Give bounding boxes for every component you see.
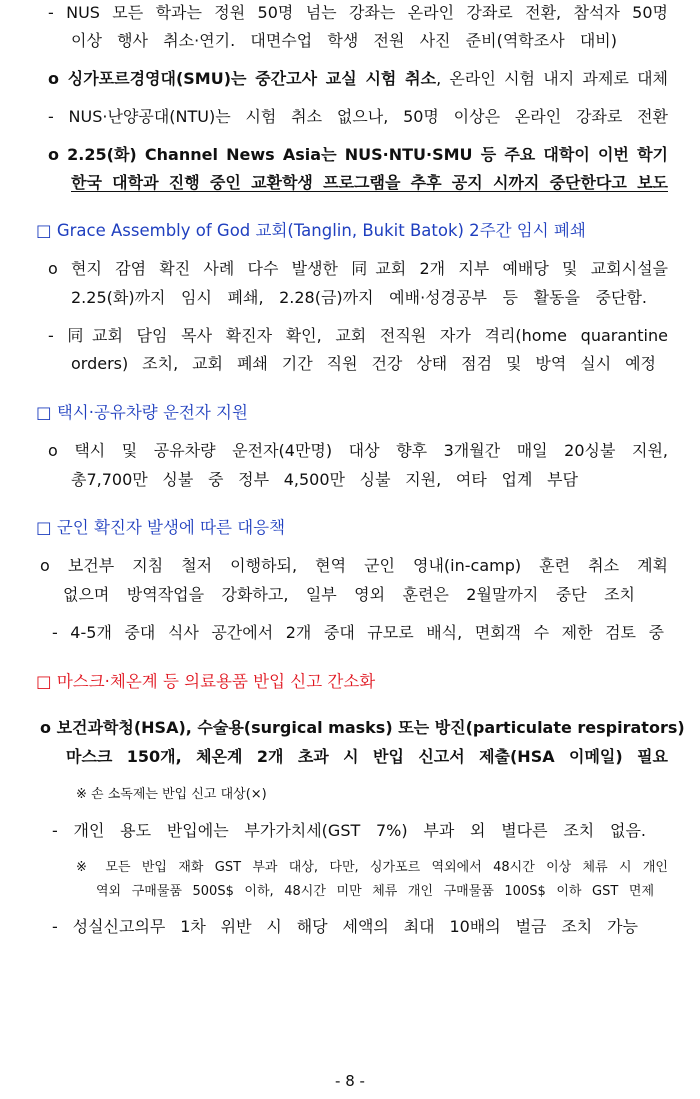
dash-item-line: - 4-5개 중대 식사 공간에서 2개 중대 규모로 배식, 면회객 수 제한 검토 중	[52, 623, 664, 642]
dash-item-line: - 성실신고의무 1차 위반 시 해당 세액의 최대 10배의 벌금 조치 가능	[52, 917, 638, 936]
bullet-rest-text: , 온라인 시험 내지 과제로 대체	[436, 69, 668, 88]
bullet-item-line: 총7,700만 싱불 중 정부 4,500만 싱불 지원, 여타 업계 부담	[71, 470, 578, 489]
dash-item-line: - 개인 용도 반입에는 부가가치세(GST 7%) 부과 외 별다른 조치 없음.	[52, 821, 646, 840]
bullet-item-line: o 현지 감염 확진 사례 다수 발생한 同교회 2개 지부 예배당 및 교회시설을	[48, 259, 668, 278]
page-number: - 8 -	[335, 1072, 365, 1090]
dash-item-line: orders) 조치, 교회 폐쇄 기간 직원 건강 상태 점검 및 방역 실시 예정	[71, 354, 656, 373]
note-line: ※ 모든 반입 재화 GST 부과 대상, 다만, 싱가포르 역외에서 48시간 이상 체류 시 개인	[76, 860, 668, 875]
section-heading-church: □ Grace Assembly of God 교회(Tanglin, Bukit Batok) 2주간 임시 폐쇄	[36, 221, 586, 240]
note-line: 역외 구매물품 500S$ 이하, 48시간 미만 체류 개인 구매물품 100S$ 이하 GST 면제	[96, 884, 654, 899]
bullet-item-line: 2.25(화)까지 임시 폐쇄, 2.28(금)까지 예배·성경공부 등 활동을 중단함.	[71, 288, 647, 307]
note-line: ※ 손 소독제는 반입 신고 대상(×)	[76, 787, 267, 802]
bullet-item-line: 없으며 방역작업을 강화하고, 일부 영외 훈련은 2월말까지 중단 조치	[63, 585, 635, 604]
bullet-item-line: o 보건과학청(HSA), 수술용(surgical masks) 또는 방진(particulate respirators)	[40, 718, 685, 737]
bullet-item-line-underlined: 한국 대학과 진행 중인 교환학생 프로그램을 추후 공지 시까지 중단한다고 보도	[71, 173, 668, 192]
bullet-bold-text: o 싱가포르경영대(SMU)는 중간고사 교실 시험 취소	[48, 69, 437, 88]
bullet-item-line: 마스크 150개, 체온계 2개 초과 시 반입 신고서 제출(HSA 이메일) 필요	[66, 747, 668, 766]
section-heading-taxi: □ 택시·공유차량 운전자 지원	[36, 403, 248, 422]
bullet-item-line: o 보건부 지침 철저 이행하되, 현역 군인 영내(in-camp) 훈련 취소 계획	[40, 556, 668, 575]
section-heading-medical-supplies: □ 마스크·체온계 등 의료용품 반입 신고 간소화	[36, 672, 376, 691]
bullet-item-line	[48, 68, 668, 90]
dash-item-line: - NUS 모든 학과는 정원 50명 넘는 강좌는 온라인 강좌로 전환, 참석자 50명	[48, 3, 668, 22]
bullet-item-line: o 2.25(화) Channel News Asia는 NUS·NTU·SMU 등 주요 대학이 이번 학기	[48, 145, 668, 164]
dash-item-line: - NUS·난양공대(NTU)는 시험 취소 없으나, 50명 이상은 온라인 강좌로 전환	[48, 107, 668, 126]
dash-item-line: 이상 행사 취소·연기. 대면수업 학생 전원 사진 준비(역학조사 대비)	[71, 31, 617, 50]
bullet-item-line: o 택시 및 공유차량 운전자(4만명) 대상 향후 3개월간 매일 20싱불 지원,	[48, 441, 668, 460]
dash-item-line: - 同교회 담임 목사 확진자 확인, 교회 전직원 자가 격리(home quarantine	[48, 326, 668, 345]
section-heading-military: □ 군인 확진자 발생에 따른 대응책	[36, 518, 286, 537]
